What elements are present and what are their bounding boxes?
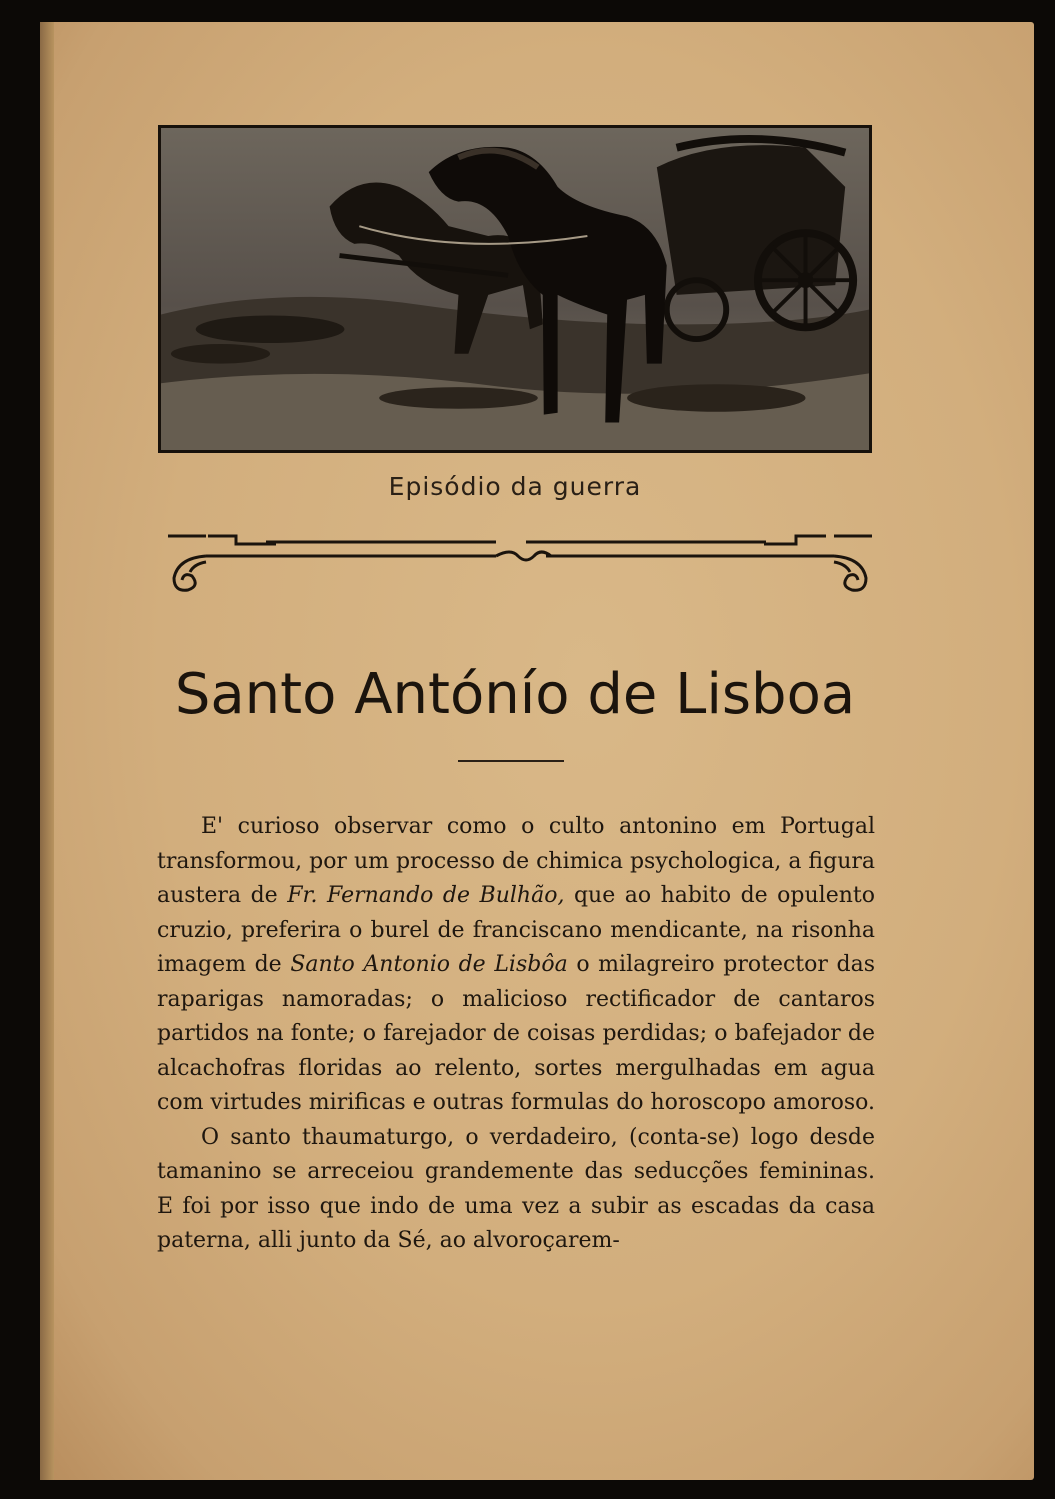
paragraph-1-text-a: E' curioso observar como o culto antonino em Portugal transformou, por um processo de chimica psychologica, a figura austera de xyxy=(157,814,875,908)
paragraph-1-text-b: que ao habito de opulento cruzio, preferira o burel de franciscano mendicante, na risonha imagem de xyxy=(157,883,875,977)
illustration-caption: Episódio da guerra xyxy=(388,472,642,501)
paragraph-1-italic-name: Fr. Fernando de Bulhão, xyxy=(287,883,565,908)
chapter-title: Santo Antónío de Lisboa xyxy=(174,662,856,727)
scroll-flourish-icon xyxy=(166,528,874,608)
horses-wagon-engraving xyxy=(161,128,869,450)
page-spine-edge xyxy=(40,22,54,1480)
decorative-divider-ornament xyxy=(166,528,874,608)
war-episode-illustration xyxy=(158,125,872,453)
paragraph-1 xyxy=(157,810,875,1121)
paragraph-1-italic-saint: Santo Antonio de Lisbôa xyxy=(290,952,568,977)
title-underline-rule xyxy=(458,760,564,762)
paragraph-2: O santo thaumaturgo, o verdadeiro, (conta-se) logo desde tamanino se arreceiou grandemente das seducções femininas. E foi por isso que indo de uma vez a subir as escadas da casa paterna, alli junto da Sé, ao alvoroçarem- xyxy=(157,1124,875,1253)
body-text xyxy=(157,810,875,1259)
paragraph-1-text-c: o milagreiro protector das raparigas namoradas; o malicioso rectificador de cantaros partidos na fonte; o farejador de coisas perdidas; o bafejador de alcachofras floridas ao relento, sortes mergulhadas em agua com virtudes mirificas e outras formulas do horoscopo amoroso. xyxy=(157,952,875,1115)
